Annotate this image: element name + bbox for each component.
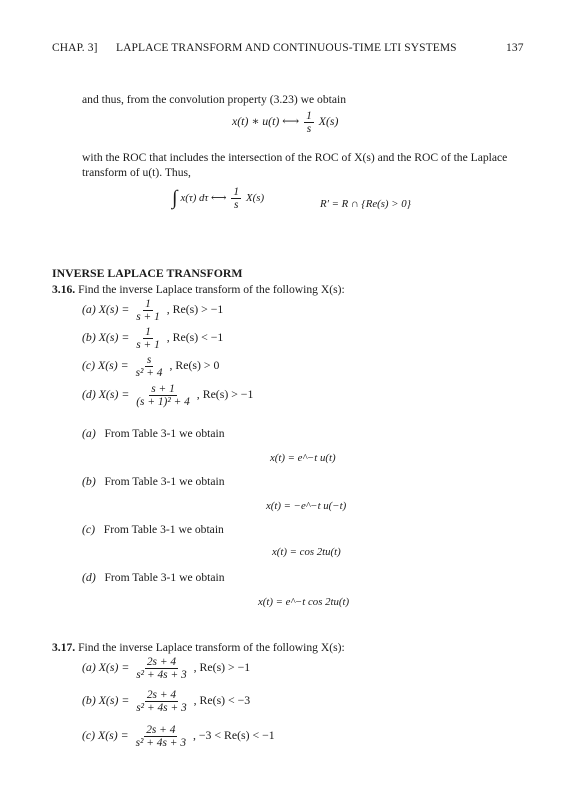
intro-line-2: with the ROC that includes the intersection of the ROC of X(s) and the ROC of the Laplace (82, 151, 508, 164)
running-title: LAPLACE TRANSFORM AND CONTINUOUS-TIME LTI SYSTEMS (116, 42, 457, 54)
problem-3-17 (52, 640, 345, 655)
item-label: (b) (82, 693, 96, 708)
equation-integration (172, 186, 264, 211)
equation-convolution (232, 110, 338, 135)
eq2-roc: R′ = R ∩ {Re(s) > 0} (320, 198, 411, 210)
item-roc: , Re(s) > −1 (166, 302, 224, 317)
item-label: (a) (82, 660, 96, 675)
item-label: (b) (82, 330, 96, 345)
item-label: (d) (82, 387, 96, 402)
eq1-denominator: s (306, 123, 312, 135)
p316-answer-a-text (82, 426, 225, 441)
p316-answer-d-text (82, 570, 225, 585)
item-lhs: X(s) = (98, 330, 130, 345)
item-numerator: s (146, 354, 152, 366)
p316-item-a (82, 298, 223, 323)
problem-number: 3.17. (52, 641, 76, 654)
eq1-lhs: x(t) ∗ u(t) ⟷ (232, 114, 300, 129)
p316-item-b (82, 326, 223, 351)
p316-answer-c-eq: x(t) = cos 2tu(t) (272, 546, 341, 558)
p317-item-b (82, 689, 250, 714)
answer-label: (c) (82, 522, 96, 536)
item-lhs: X(s) = (98, 660, 130, 675)
item-denominator: (s + 1)² + 4 (136, 396, 190, 408)
item-label: (c) (82, 728, 96, 743)
item-roc: , Re(s) > −1 (193, 660, 251, 675)
integral-sign: ∫ (172, 187, 178, 209)
item-roc: , Re(s) < −1 (166, 330, 224, 345)
answer-label: (b) (82, 474, 96, 488)
problem-3-16 (52, 282, 345, 297)
item-roc: , Re(s) < −3 (193, 693, 251, 708)
eq2-fraction (231, 186, 241, 211)
item-label: (c) (82, 358, 96, 373)
item-lhs: X(s) = (98, 358, 129, 373)
eq2-numerator: 1 (233, 186, 240, 198)
eq1-fraction (304, 110, 314, 135)
item-roc: , −3 < Re(s) < −1 (192, 728, 275, 743)
item-fraction (134, 383, 192, 408)
item-numerator: 1 (145, 298, 151, 310)
answer-label: (a) (82, 426, 96, 440)
item-label: (a) (82, 302, 96, 317)
item-numerator: 1 (145, 326, 151, 338)
eq2-lhs: x(τ) dτ ⟷ (180, 192, 227, 205)
intro-line-3: transform of u(t). Thus, (82, 166, 191, 179)
chapter-label: CHAP. 3] (52, 42, 98, 54)
p316-answer-b-eq: x(t) = −e^−t u(−t) (266, 500, 347, 512)
item-numerator: s + 1 (151, 383, 175, 395)
p317-item-c (82, 724, 275, 749)
problem-text: Find the inverse Laplace transform of the following X(s): (78, 283, 345, 296)
p316-answer-c-text (82, 522, 224, 537)
item-lhs: X(s) = (98, 387, 130, 402)
item-lhs: X(s) = (98, 728, 129, 743)
item-fraction (134, 689, 188, 714)
item-numerator: 2s + 4 (146, 724, 176, 736)
item-fraction (134, 724, 188, 749)
item-denominator: s² + 4s + 3 (135, 737, 187, 749)
answer-text: From Table 3-1 we obtain (104, 475, 225, 488)
answer-text: From Table 3-1 we obtain (103, 523, 224, 536)
intro-line-1: and thus, from the convolution property (3.23) we obtain (82, 93, 347, 106)
eq2-denominator: s (234, 199, 239, 211)
problem-number: 3.16. (52, 283, 76, 296)
item-denominator: s + 1 (136, 311, 160, 323)
answer-text: From Table 3-1 we obtain (104, 571, 225, 584)
item-lhs: X(s) = (98, 693, 130, 708)
problem-text: Find the inverse Laplace transform of the following X(s): (78, 641, 345, 654)
answer-label: (d) (82, 570, 96, 584)
item-fraction (134, 298, 162, 323)
p316-answer-a-eq: x(t) = e^−t u(t) (270, 452, 336, 464)
item-denominator: s + 1 (136, 339, 160, 351)
item-lhs: X(s) = (98, 302, 130, 317)
eq2-rhs: X(s) (246, 192, 265, 205)
p316-item-d (82, 383, 253, 408)
item-denominator: s² + 4s + 3 (136, 702, 187, 714)
answer-text: From Table 3-1 we obtain (104, 427, 225, 440)
item-roc: , Re(s) > 0 (169, 358, 220, 373)
item-numerator: 2s + 4 (146, 689, 177, 701)
p316-answer-d-eq: x(t) = e^−t cos 2tu(t) (258, 596, 350, 608)
p316-item-c (82, 354, 219, 379)
section-title: INVERSE LAPLACE TRANSFORM (52, 266, 243, 280)
item-denominator: s² + 4s + 3 (136, 669, 187, 681)
item-roc: , Re(s) > −1 (196, 387, 254, 402)
item-fraction (134, 656, 188, 681)
p316-answer-b-text (82, 474, 225, 489)
page-number: 137 (506, 42, 524, 54)
item-fraction (134, 326, 162, 351)
eq1-rhs: X(s) (318, 114, 339, 129)
item-denominator: s² + 4 (135, 367, 163, 379)
eq1-numerator: 1 (306, 110, 312, 122)
p317-item-a (82, 656, 250, 681)
item-fraction (134, 354, 165, 379)
item-numerator: 2s + 4 (146, 656, 177, 668)
